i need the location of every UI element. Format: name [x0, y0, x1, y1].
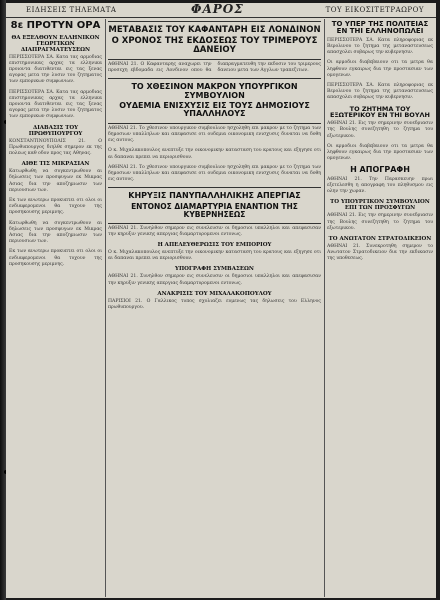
left-headline-2: ΔΙΑΒΑΣΙΣ ΤΟΥ ΠΡΩΘΥΠΟΥΡΓΟΥ	[28, 124, 83, 137]
left-article-4b: Εκ των ανωτερω προκυπτει οτι ολοι οι ενδιαφερομενοι θα τυχουν της προσηκουσης μεριμνης.	[9, 249, 102, 267]
center-headline-8: ΥΠΟΓΡΑΦΗ ΣΥΜΒΑΣΕΩΝ	[175, 266, 254, 273]
center-article-3b: Ο κ. Μιχαλακοπουλος ανεπτυξε την οικονομικην κατασταση του κρατους και εξηγησε οτι αι δαπαναι πρεπει να περιορισθουν.	[108, 249, 321, 262]
masthead	[6, 3, 436, 18]
center-article-1: ΑΘΗΝΑΙ 21. Ο Καφανταρης αναχωρει την προσεχη εβδομαδα εις Λονδινον οπου θα διαπραγματευθη την εκδοσιν του τριμερους δανειου μετα των Αγγλων τραπεζιτων.	[108, 61, 321, 73]
right-headline-1: ΤΟ ΥΠΕΡ ΤΗΣ ΠΟΛΙΤΕΙΑΣ ΕΝ ΤΗΙ ΕΛΛΗΝΟΠΩΛΕΙ	[331, 20, 429, 36]
right-article-1b: ΠΕΡΙΣΣΟΤΕΡΑ ΣΑ. Κατα πληροφοριας εκ Βερολινου το ζητημα της μεταναστευσεως απασχολει σοβαρως την κυβερνησιν.	[327, 82, 433, 101]
left-article-2: ΚΟΝΣΤΑΝΤΙΝΟΥΠΟΛΙΣ 21. Ο Πρωθυπουργος διηλθε σημερον εκ της πολεως καθ οδον προς τας Αθηνας.	[9, 138, 102, 156]
center-strike-headline-box	[108, 187, 321, 223]
column-rule	[324, 19, 325, 597]
right-article-2: Οι αρμοδιοι διαβεβαιουν οτι τα μετρα θα ληφθουν εγκαιρως δια την προστασιαν των ομογενων.	[327, 60, 433, 78]
left-subheadline-1: ΘΑ ΕΞΕΛΘΟΥΝ ΕΛΛΗΝΙΚΟΝ ΓΕΩΡΓΙΚΩΝ ΔΙΑΠΡΑΓΜΑΤΕΥΣΕΩΝ	[11, 34, 100, 53]
center-article-4b: ΑΘΗΝΑΙ 21. Συνηλθον σημερον εις συνελευσιν οι δημοσιοι υπαλληλοι και απεφασισαν την κηρυξιν γενικης απεργιας διαμαρτυρομενοι εντονως.	[108, 274, 321, 286]
right-headline-5: ΤΟ ΑΝΩΤΑΤΟΝ ΣΤΡΑΤΟΔΙΚΕΙΟΝ	[328, 235, 432, 242]
left-article-3b: Κατωρθωθη να συγκεντρωθουν αι δηλωσεις των προσφυγων εκ Μικρας Ασιας δια την αποζημιωσιν των περιουσιων των.	[9, 220, 102, 245]
column-rule	[105, 19, 106, 597]
masthead-right: ΤΟΥ ΕΙΚΟΣΙΤΕΤΡΑΩΡΟΥ	[325, 6, 424, 14]
center-article-2: ΑΘΗΝΑΙ 21. Το χθεσινον υπουργικον συμβουλιον ησχοληθη επι μακρον με το ζητημα των δημοσιων υπαλληλων και απεφασισε οτι ουδεμια οικονομικη ενισχυσις δυναται να δοθη εις αυτους.	[108, 125, 321, 144]
left-headline-3: ΑΙΘΕ ΤΙΣ ΜΙΚΡΑΣΙΑΝ	[21, 161, 90, 168]
right-article-3b: ΑΘΗΝΑΙ 21. Εις την σημερινην συνεδριασιν της Βουλης συνεζητηθη το ζητημα του εξωτερικου.	[327, 213, 433, 231]
center-headline-9: ΑΝΑΚΡΙΣΙΣ ΤΟΥ ΜΙΧΑΛΑΚΟΠΟΥΛΟΥ	[157, 290, 272, 297]
center-headline-3: ΤΟ ΧΘΕΣΙΝΟΝ ΜΑΚΡΟΝ ΥΠΟΥΡΓΙΚΟΝ ΣΥΜΒΟΥΛΙΟΝ	[131, 82, 298, 100]
center-article-4: ΑΘΗΝΑΙ 21. Συνηλθον σημερον εις συνελευσιν οι δημοσιοι υπαλληλοι και απεφασισαν την κηρυξιν γενικης απεργιας διαμαρτυρομενοι εντονως.	[108, 225, 321, 237]
left-column	[9, 19, 102, 597]
center-article-5: ΠΑΡΙΣΙΟΙ 21. Ο Γαλλικος τυπος σχολιαζει ευμενως τας δηλωσεις του Ελληνος πρωθυπουργου.	[108, 298, 321, 310]
right-article-1: ΠΕΡΙΣΣΟΤΕΡΑ ΣΑ. Κατα πληροφοριας εκ Βερολινου το ζητημα της μεταναστευσεως απασχολει σοβαρως την κυβερνησιν.	[327, 37, 433, 56]
left-article-1b: ΠΕΡΙΣΣΟΤΕΡΑ ΣΑ. Κατα τας αρμοδιας επιστημονικας αρχας τα ελληνικα προιοντα διατιθενται εις τας ξενας αγορας μετα την λυσιν του ζητηματος των εμπορικων συμφωνιων.	[9, 89, 102, 120]
center-headline-4: ΟΥΔΕΜΙΑ ΕΝΙΣΧΥΣΙΣ ΕΙΣ ΤΟΥΣ ΔΗΜΟΣΙΟΥΣ ΥΠΑΛΛΗΛΟΥΣ	[119, 100, 310, 119]
center-column	[108, 19, 321, 597]
center-top-headline-box	[108, 21, 321, 60]
center-headline-7: Η ΑΠΕΛΕΥΘΕΡΩΣΙΣ ΤΟΥ ΕΜΠΟΡΙΟΥ	[157, 241, 272, 248]
masthead-left: ΕΙΔΗΣΕΙΣ ΤΗΛΕΜΑΤΑ	[26, 6, 117, 14]
newspaper-title: ΦΑΡΟΣ	[191, 3, 244, 16]
right-article-2b: Οι αρμοδιοι διαβεβαιουν οτι τα μετρα θα ληφθουν εγκαιρως δια την προστασιαν των ομογενων.	[327, 143, 433, 162]
left-article-4: Εκ των ανωτερω προκυπτει οτι ολοι οι ενδιαφερομενοι θα τυχουν της προσηκουσης μεριμνης.	[9, 197, 102, 216]
center-headline-6: ΕΝΤΟΝΟΣ ΔΙΑΜΑΡΤΥΡΙΑ ΕΝΑΝΤΙΟΝ ΤΗΣ ΚΥΒΕΡΝΗΣΕΩΣ	[131, 201, 298, 219]
center-headline-1: ΜΕΤΑΒΑΣΙΣ ΤΟΥ ΚΑΦΑΝΤΑΡΗ ΕΙΣ ΛΟΝΔΙΝΟΝ	[108, 25, 321, 35]
center-mid-headline-box	[108, 78, 321, 124]
left-headline-1: 8ε ΠΡΟΤΥΝ ΟΡΑ	[10, 20, 101, 31]
left-article-3: Κατωρθωθη να συγκεντρωθουν αι δηλωσεις των προσφυγων εκ Μικρας Ασιας δια την αποζημιωσιν των περιουσιων των.	[9, 169, 102, 193]
newspaper-page	[6, 3, 436, 598]
center-article-3: Ο κ. Μιχαλακοπουλος ανεπτυξε την οικονομικην κατασταση του κρατους και εξηγησε οτι αι δαπαναι πρεπει να περιορισθουν.	[108, 148, 321, 160]
right-headline-4: ΤΟ ΥΠΟΥΡΓΙΚΟΝ ΣΥΜΒΟΥΛΙΟΝ ΕΠΙ ΤΩΝ ΠΡΟΣΦΥΓΩΝ	[330, 199, 430, 212]
right-article-3: ΑΘΗΝΑΙ 21. Εις την σημερινην συνεδριασιν της Βουλης συνεζητηθη το ζητημα του εξωτερικου.	[327, 121, 433, 139]
right-column	[327, 19, 433, 597]
left-article-1: ΠΕΡΙΣΣΟΤΕΡΑ ΣΑ. Κατα τας αρμοδιας επιστημονικας αρχας τα ελληνικα προιοντα διατιθενται εις τας ξενας αγορας μετα την λυσιν του ζητηματος των εμπορικων συμφωνιων.	[9, 54, 102, 85]
right-headline-2: ΤΟ ΖΗΤΗΜΑ ΤΟΥ ΕΞΩΤΕΡΙΚΟΥ ΕΝ ΤΗΙ ΒΟΥΛΗ	[329, 104, 431, 120]
center-headline-2: Ο ΧΡΟΝΟΣ ΤΗΣ ΕΚΔΟΣΕΩΣ ΤΟΥ ΤΡΙΜΕΡΟΥΣ ΔΑΝΕΙΟΥ	[111, 35, 318, 55]
center-article-2b: ΑΘΗΝΑΙ 21. Το χθεσινον υπουργικον συμβουλιον ησχοληθη επι μακρον με το ζητημα των δημοσιων υπαλληλων και απεφασισε οτι ουδεμια οικονομικη ενισχυσις δυναται να δοθη εις αυτους.	[108, 164, 321, 183]
right-headline-3: Η ΑΠΟΓΡΑΦΗ	[350, 165, 410, 175]
right-article-4: ΑΘΗΝΑΙ 21. Την Παρασκευην πρωι εξετελεσθη η απογραφη του πληθυσμου εις ολην την χωραν.	[327, 176, 433, 195]
right-article-5: ΑΘΗΝΑΙ 21. Συνεκροτηθη σημερον το Ανωτατον Στρατοδικειον δια την εκδικασιν της υποθεσεως.	[327, 243, 433, 262]
center-headline-5: ΚΗΡΥΞΙΣ ΠΑΝΥΠΑΛΛΗΛΙΚΗΣ ΑΠΕΡΓΙΑΣ	[128, 191, 301, 201]
